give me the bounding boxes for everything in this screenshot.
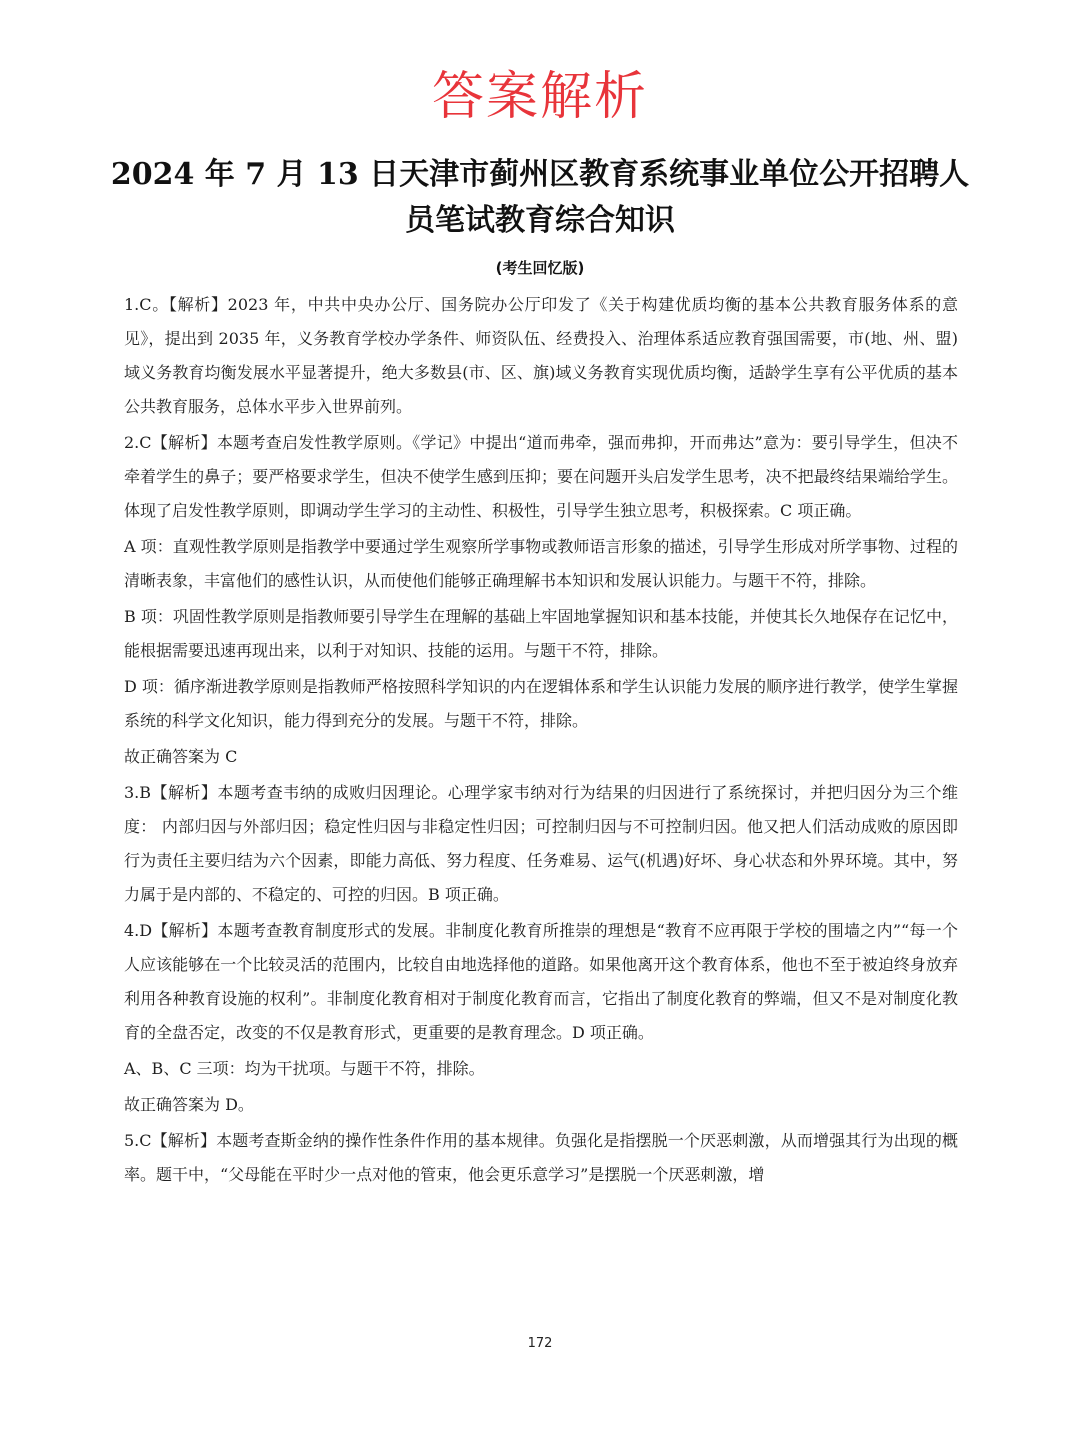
document-body <box>124 288 958 1194</box>
page-number: 172 <box>527 1336 553 1351</box>
header-title: 答案解析 <box>431 67 648 127</box>
answer-paragraph-1: 1.C。【解析】2023 年，中共中央办公厅、国务院办公厅印发了《关于构建优质均衡的基本公共教育服务体系的意见》，提出到 2035 年，义务教育学校办学条件、师资队伍、经费投入、治理体系适应教育强国需要，市(地、州、盟)域义务教育均衡发展水平显著提升，绝大多数县(市、区、旗)域义务教育实现优质均衡，适龄学生享有公平优质的基本公共教育服务，总体水平步入世界前列。 <box>124 295 958 416</box>
correct-answer-2: 故正确答案为 C <box>124 747 238 766</box>
correct-answer-4: 故正确答案为 D。 <box>124 1095 254 1114</box>
document-title: 2024 年 7 月 13 日天津市蓟州区教育系统事业单位公开招聘人员笔试教育综合知识 <box>110 157 970 238</box>
option-abc-explanation: A、B、C 三项：均为干扰项。与题干不符，排除。 <box>124 1059 485 1078</box>
option-d-explanation: D 项：循序渐进教学原则是指教师严格按照科学知识的内在逻辑体系和学生认识能力发展的顺序进行教学，使学生掌握系统的科学文化知识，能力得到充分的发展。与题干不符，排除。 <box>124 677 958 730</box>
answer-paragraph-2: 2.C【解析】本题考查启发性教学原则。《学记》中提出“道而弗牵，强而弗抑，开而弗达”意为：要引导学生，但决不牵着学生的鼻子；要严格要求学生，但决不使学生感到压抑；要在问题开头启发学生思考，决不把最终结果端给学生。体现了启发性教学原则，即调动学生学习的主动性、积极性，引导学生独立思考，积极探索。C 项正确。 <box>124 433 958 520</box>
option-a-explanation: A 项：直观性教学原则是指教学中要通过学生观察所学事物或教师语言形象的描述，引导学生形成对所学事物、过程的清晰表象，丰富他们的感性认识，从而使他们能够正确理解书本知识和发展认识能力。与题干不符，排除。 <box>124 537 958 590</box>
answer-paragraph-3: 3.B【解析】本题考查韦纳的成败归因理论。心理学家韦纳对行为结果的归因进行了系统探讨，并把归因分为三个维度： 内部归因与外部归因；稳定性归因与非稳定性归因；可控制归因与不可控制归因。他又把人们活动成败的原因即行为责任主要归结为六个因素，即能力高低、努力程度、任务难易、运气(机遇)好坏、身心状态和外界环境。其中，努力属于是内部的、不稳定的、可控的归因。B 项正确。 <box>124 783 958 904</box>
option-b-explanation: B 项：巩固性教学原则是指教师要引导学生在理解的基础上牢固地掌握知识和基本技能，并使其长久地保存在记忆中，能根据需要迅速再现出来，以利于对知识、技能的运用。与题干不符，排除。 <box>124 607 958 660</box>
answer-paragraph-4: 4.D【解析】本题考查教育制度形式的发展。非制度化教育所推崇的理想是“教育不应再限于学校的围墙之内”“每一个人应该能够在一个比较灵活的范围内，比较自由地选择他的道路。如果他离开这个教育体系，他也不至于被迫终身放弃利用各种教育设施的权利”。非制度化教育相对于制度化教育而言，它指出了制度化教育的弊端，但又不是对制度化教育的全盘否定，改变的不仅是教育形式，更重要的是教育理念。D 项正确。 <box>124 921 958 1042</box>
answer-paragraph-5: 5.C【解析】本题考查斯金纳的操作性条件作用的基本规律。负强化是指摆脱一个厌恶刺激，从而增强其行为出现的概率。题干中，“父母能在平时少一点对他的管束，他会更乐意学习”是摆脱一个厌恶刺激，增 <box>124 1131 958 1184</box>
document-subtitle: (考生回忆版) <box>495 259 585 277</box>
